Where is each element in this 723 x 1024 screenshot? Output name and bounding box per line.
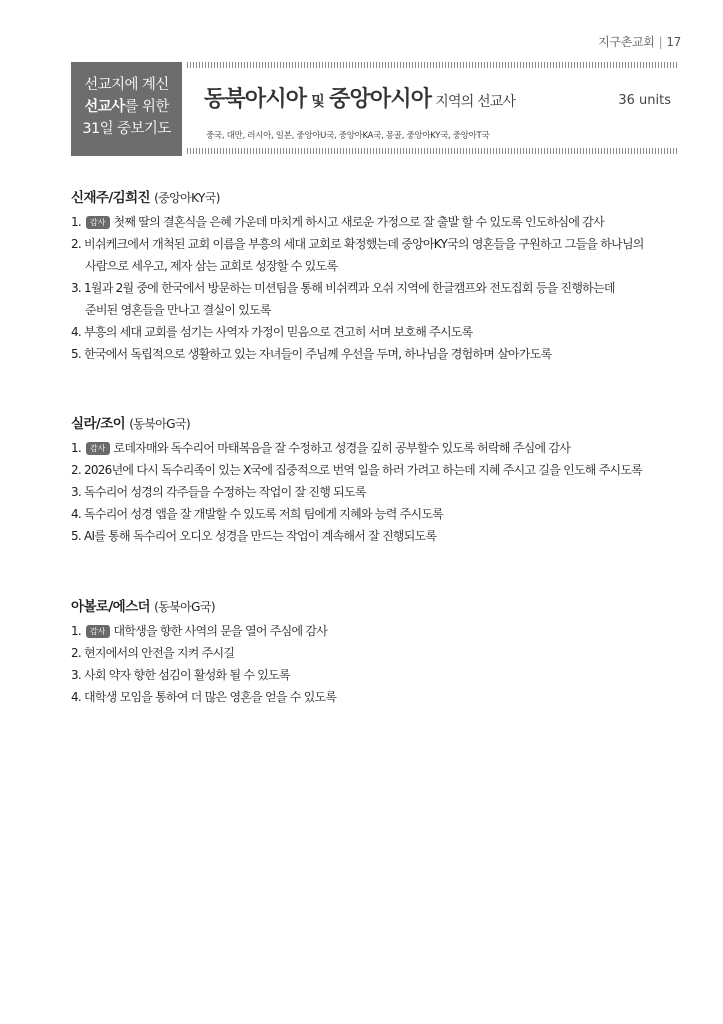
prayer-number: 5. (71, 347, 81, 361)
prayer-item (71, 233, 691, 277)
region-title-sub: 지역의 선교사 (435, 94, 516, 110)
prayer-number: 2. (71, 463, 81, 477)
missionary-unit: (동북아G국) (129, 417, 191, 431)
prayer-number: 4. (71, 507, 81, 521)
missionary-name: 아볼로/에스더 (71, 599, 150, 615)
hatch-divider-top (187, 62, 679, 68)
hatch-divider-bottom (187, 148, 679, 154)
badge-line-2 (71, 96, 182, 118)
prayer-text: AI를 통해 독수리어 오디오 성경을 만드는 작업이 계속해서 잘 진행되도록 (84, 529, 437, 543)
prayer-number: 3. (71, 668, 81, 682)
prayer-number: 1. (71, 624, 81, 638)
prayer-text-continued: 준비된 영혼들을 만나고 결실이 있도록 (85, 303, 271, 317)
prayer-text: 한국에서 독립적으로 생활하고 있는 자녀들이 주님께 우선을 두며, 하나님을 경험하며 살아가도록 (84, 347, 552, 361)
page-number: 17 (666, 35, 681, 49)
prayer-number: 2. (71, 646, 81, 660)
missionary-name: 실라/조이 (71, 416, 126, 432)
prayer-number: 2. (71, 237, 81, 251)
prayer-badge (71, 62, 182, 156)
badge-line-3: 31일 중보기도 (82, 121, 171, 137)
prayer-item (71, 481, 691, 503)
badge-line-2-rest: 를 위한 (124, 99, 169, 115)
prayer-number: 1. (71, 441, 81, 455)
prayer-item (71, 343, 691, 365)
missionary-name: 신재주/김희진 (71, 190, 150, 206)
missionary-unit: (중앙아KY국) (154, 191, 220, 205)
prayer-text: 사회 약자 향한 섬김이 활성화 될 수 있도록 (84, 668, 290, 682)
prayer-text: 현지에서의 안전을 지켜 주시길 (84, 646, 235, 660)
region-title-and: 및 (311, 94, 324, 110)
prayer-number: 4. (71, 325, 81, 339)
thanks-badge: 감사 (86, 442, 109, 455)
prayer-item (71, 525, 691, 547)
prayer-number: 4. (71, 690, 81, 704)
prayer-text-continued: 사람으로 세우고, 제자 삼는 교회로 성장할 수 있도록 (85, 259, 338, 273)
missionary-section (71, 186, 691, 365)
region-title (204, 82, 515, 113)
prayer-text: 첫째 딸의 결혼식을 은혜 가운데 마치게 하시고 새로운 가정으로 잘 출발 할 수 있도록 인도하심에 감사 (113, 215, 604, 229)
prayer-text: 부흥의 세대 교회를 섬기는 사역자 가정이 믿음으로 견고히 서며 보호해 주시도록 (84, 325, 473, 339)
prayer-number: 3. (71, 281, 81, 295)
missionary-name-heading (71, 595, 691, 615)
missionary-section (71, 412, 691, 547)
prayer-text: 독수리어 성경의 각주들을 수정하는 작업이 잘 진행 되도록 (84, 485, 366, 499)
prayer-item (71, 211, 691, 233)
prayer-number: 3. (71, 485, 81, 499)
prayer-item (71, 664, 691, 686)
prayer-item (71, 620, 691, 642)
prayer-item (71, 437, 691, 459)
prayer-number: 1. (71, 215, 81, 229)
units-count: 36 units (618, 93, 671, 108)
prayer-item (71, 277, 691, 321)
page-header (598, 33, 681, 50)
prayer-item (71, 459, 691, 481)
missionary-name-heading (71, 412, 691, 432)
region-title-part1: 동북아시아 (204, 87, 307, 112)
region-banner (71, 62, 679, 156)
prayer-list (71, 437, 691, 547)
region-title-part2: 중앙아시아 (329, 87, 432, 112)
prayer-item (71, 642, 691, 664)
thanks-badge: 감사 (86, 625, 109, 638)
prayer-item (71, 321, 691, 343)
prayer-text: 대학생 모임을 통하여 더 많은 영혼을 얻을 수 있도록 (84, 690, 337, 704)
country-list: 중국, 대만, 러시아, 일본, 중앙아U국, 중앙아KA국, 몽골, 중앙아KY국, 중앙아T국 (206, 131, 490, 141)
prayer-text: 독수리어 성경 앱을 잘 개발할 수 있도록 저희 팀에게 지혜와 능력 주시도록 (84, 507, 444, 521)
header-separator: | (658, 35, 663, 49)
church-name: 지구촌교회 (598, 35, 655, 49)
prayer-item (71, 503, 691, 525)
badge-missionary-word: 선교사 (84, 99, 125, 115)
thanks-badge: 감사 (86, 216, 109, 229)
prayer-list (71, 211, 691, 365)
prayer-text: 비쉬케크에서 개척된 교회 이름을 부흥의 세대 교회로 확정했는데 중앙아KY국의 영혼들을 구원하고 그들을 하나님의 (84, 237, 644, 251)
missionary-section (71, 595, 691, 708)
missionary-name-heading (71, 186, 691, 206)
prayer-number: 5. (71, 529, 81, 543)
prayer-list (71, 620, 691, 708)
missionary-unit: (동북아G국) (154, 600, 215, 614)
prayer-text: 로데자매와 독수리어 마태복음을 잘 수정하고 성경을 깊히 공부할수 있도록 허락해 주심에 감사 (113, 441, 571, 455)
prayer-text: 1월과 2월 중에 한국에서 방문하는 미션팀을 통해 비쉬켁과 오쉬 지역에 한글캠프와 전도집회 등을 진행하는데 (84, 281, 615, 295)
prayer-text: 2026년에 다시 독수리족이 있는 X국에 집중적으로 번역 일을 하러 가려고 하는데 지혜 주시고 길을 인도해 주시도록 (84, 463, 643, 477)
badge-line-1: 선교지에 계신 (84, 77, 169, 93)
prayer-item (71, 686, 691, 708)
prayer-text: 대학생을 향한 사역의 문을 열어 주심에 감사 (113, 624, 328, 638)
